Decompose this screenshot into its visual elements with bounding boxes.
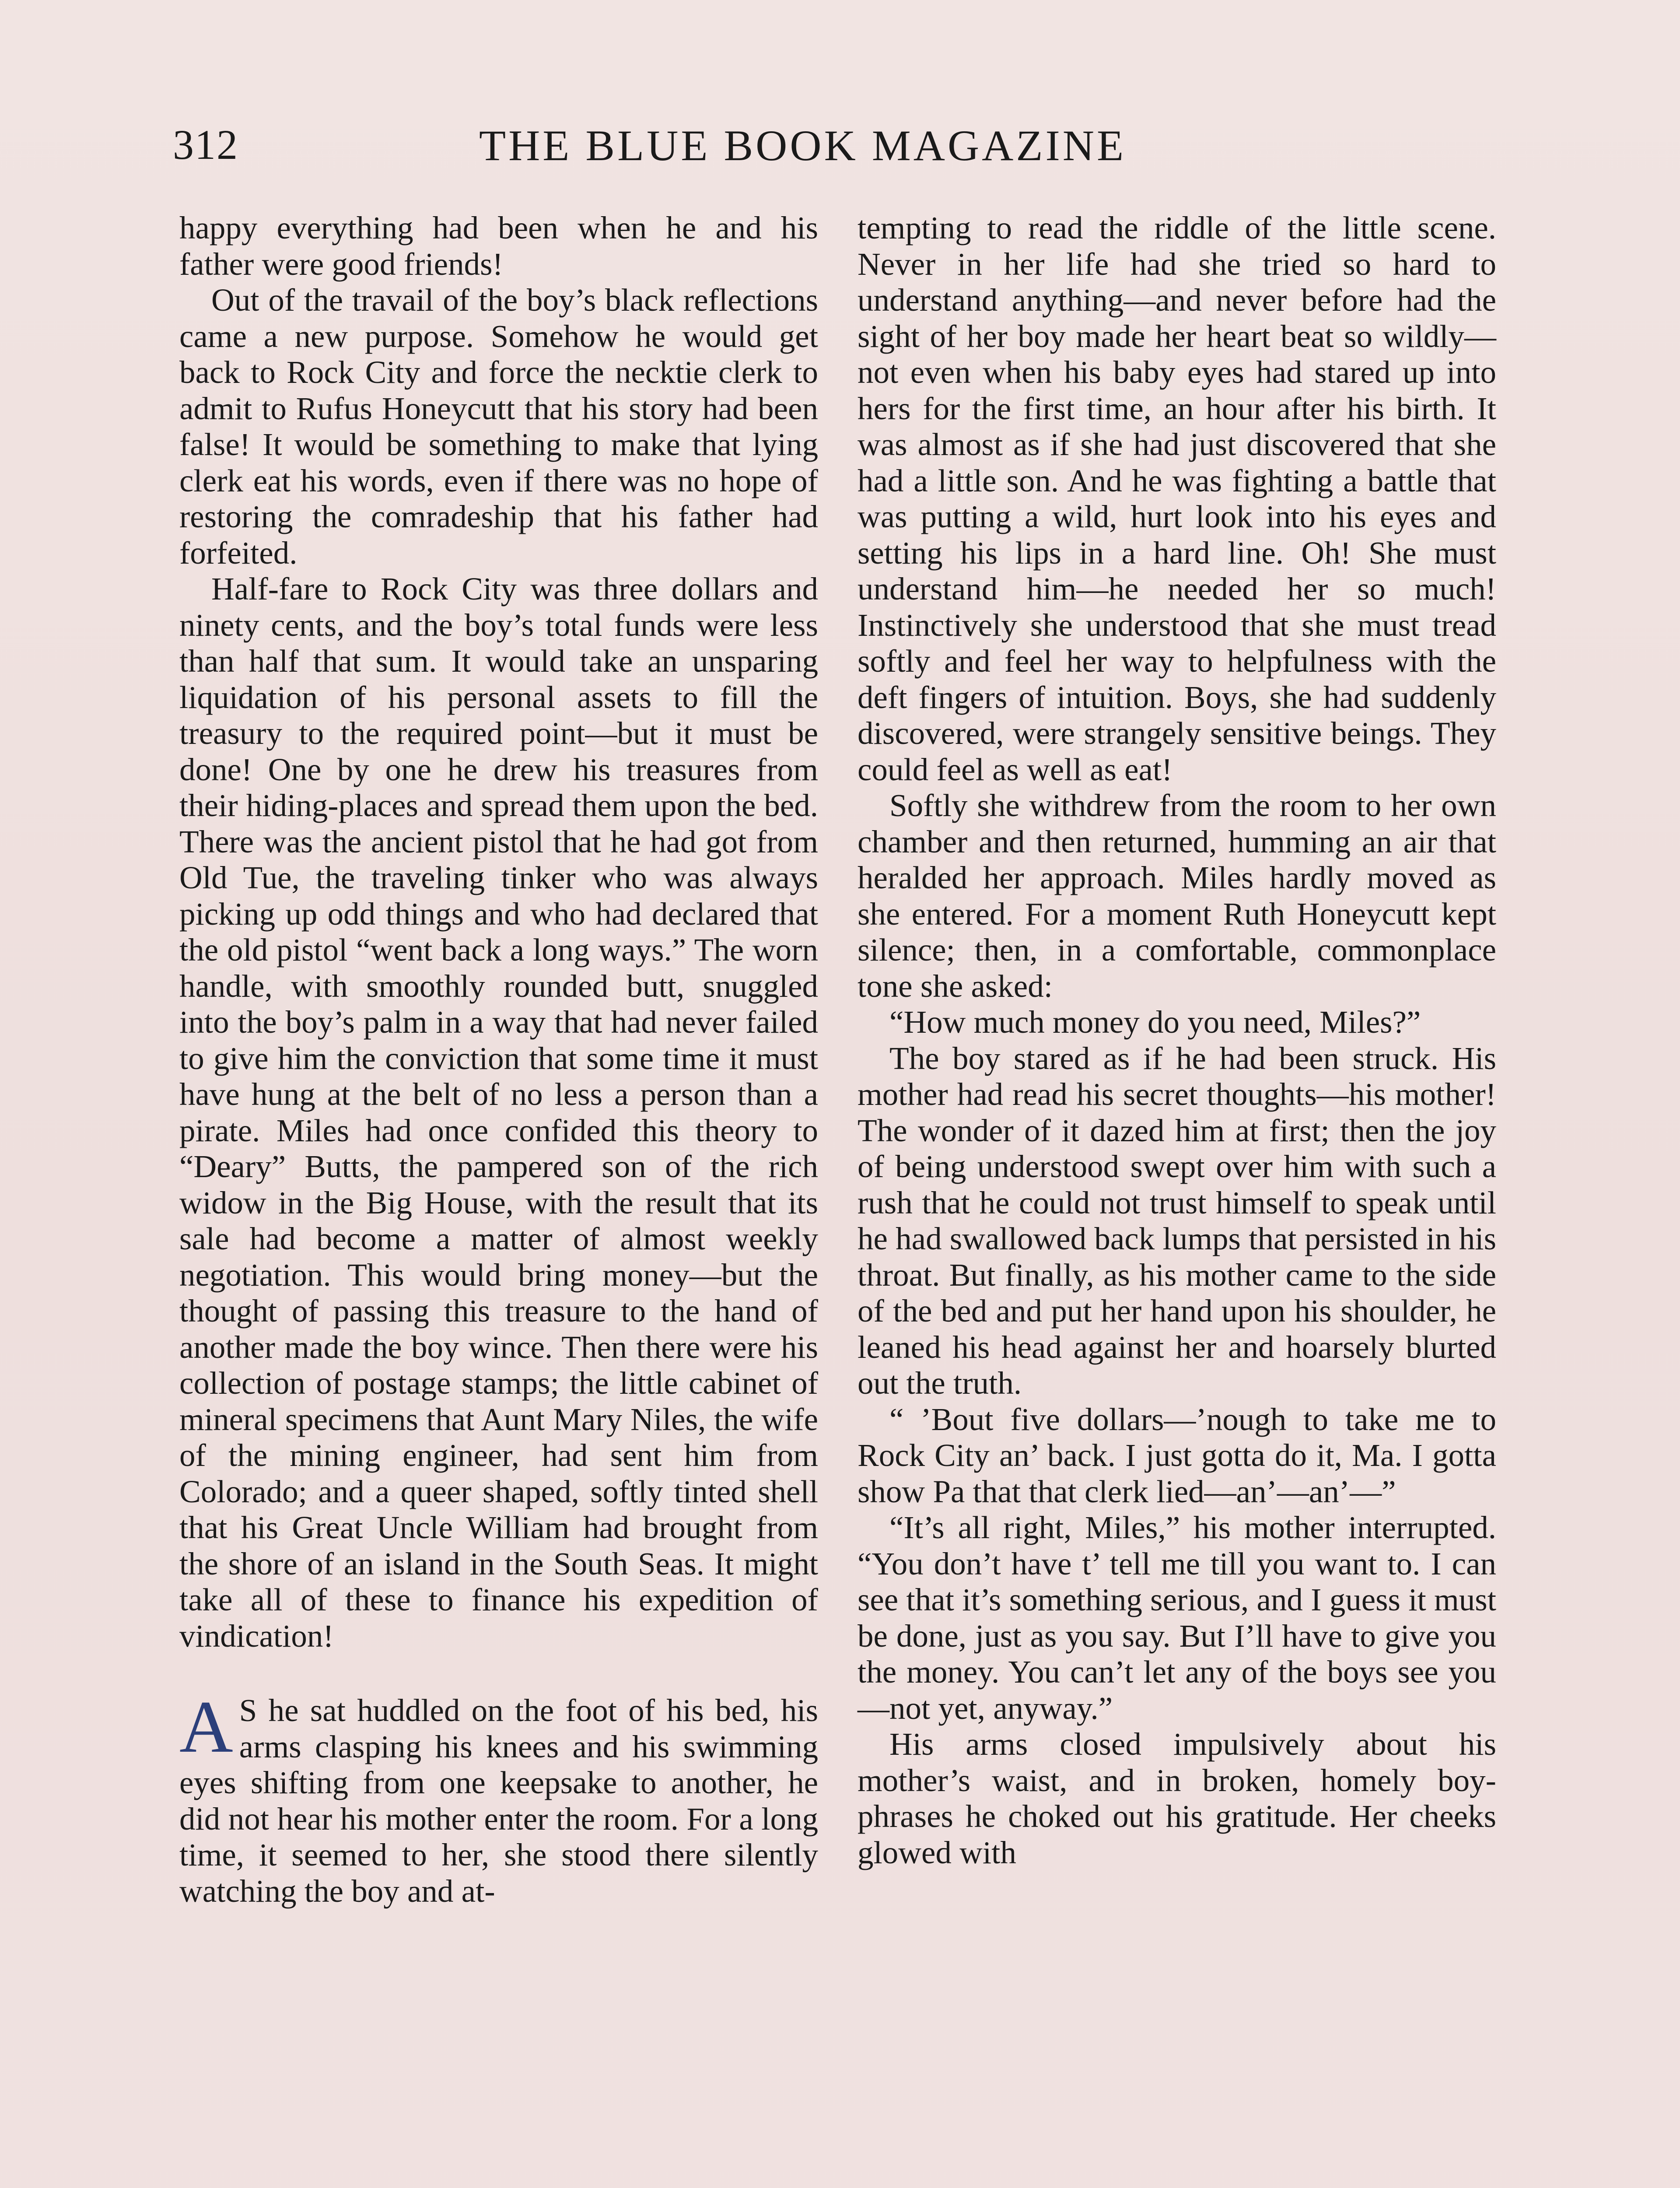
paragraph: Half-fare to Rock City was three dollars and ninety cents, and the boy’s total funds were less than half that sum. It would take an unsparing liquidation of his personal assets to fill the treasury to the required point—but it must be done! One by one he drew his treasures from their hiding-places and spread them upon the bed. There was the ancient pistol that he had got from Old Tue, the traveling tinker who was always picking up odd things and who had declared that the old pistol “went back a long ways.” The worn handle, with smoothly rounded butt, snuggled into the boy’s palm in a way that had never failed to give him the conviction that some time it must have hung at the belt of no less a person than a pirate. Miles had once confided this theory to “Deary” Butts, the pampered son of the rich widow in the Big House, with the result that its sale had become a matter of almost weekly negotiation. This would bring money—but the thought of passing this treasure to the hand of another made the boy wince. Then there were his collection of postage stamps; the little cabinet of mineral specimens that Aunt Mary Niles, the wife of the mining engineer, had sent him from Colorado; and a queer shaped, softly tinted shell that his Great Uncle William had brought from the shore of an island in the South Seas. It might take all of these to finance his expedition of vindication! xyxy=(179,571,818,1654)
page-header xyxy=(173,112,1498,177)
drop-cap-paragraph xyxy=(179,1686,818,1909)
paragraph: “How much money do you need, Miles?” xyxy=(889,1004,1421,1040)
magazine-title: THE BLUE BOOK MAGAZINE xyxy=(479,121,1127,170)
right-column xyxy=(858,210,1496,1871)
paragraph: Out of the travail of the boy’s black reflections came a new purpose. Somehow he would get back to Rock City and force the necktie clerk to admit to Rufus Honeycutt that his story had been false! It would be something to make that lying clerk eat his words, even if there was no hope of restoring the comradeship that his father had forfeited. xyxy=(179,282,818,571)
left-column xyxy=(179,210,818,1909)
paragraph: His arms closed impulsively about his mother’s waist, and in broken, homely boy-phrases he choked out his gratitude. Her cheeks glowed with xyxy=(858,1726,1496,1870)
paragraph: “ ’Bout five dollars—’nough to take me to Rock City an’ back. I just gotta do it, Ma. I gotta show Pa that that clerk lied—an’—an’—” xyxy=(858,1401,1496,1509)
paragraph: tempting to read the riddle of the little scene. Never in her life had she tried so hard to understand anything—and never before had the sight of her boy made her heart beat so wildly—not even when his baby eyes had stared up into hers for the first time, an hour after his birth. It was almost as if she had just discovered that she had a little son. And he was fighting a battle that was putting a wild, hurt look into his eyes and setting his lips in a hard line. Oh! She must understand him—he needed her so much! Instinctively she understood that she must tread softly and feel her way to helpfulness with the deft fingers of intuition. Boys, she had suddenly discovered, were strangely sensitive beings. They could feel as well as eat! xyxy=(858,210,1496,787)
drop-cap-paragraph-text: S he sat huddled on the foot of his bed, his arms clasping his knees and his swimming eyes shifting from one keepsake to another, he did not hear his mother enter the room. For a long time, it seemed to her, she stood there silently watching the boy and at- xyxy=(179,1693,818,1909)
drop-cap-letter: A xyxy=(179,1686,233,1768)
paragraph: happy everything had been when he and his father were good friends! xyxy=(179,210,818,282)
section-break xyxy=(179,1654,818,1693)
paragraph: “It’s all right, Miles,” his mother interrupted. “You don’t have t’ tell me till you want to. I can see that it’s something serious, and I guess it must be done, just as you say. But I’ll have to give you the money. You can’t let any of the boys see you—not yet, anyway.” xyxy=(858,1510,1496,1726)
paragraph: The boy stared as if he had been struck. His mother had read his secret thoughts—his mother! The wonder of it dazed him at first; then the joy of being understood swept over him with such a rush that he could not trust himself to speak until he had swallowed back lumps that persisted in his throat. But finally, as his mother came to the side of the bed and put her hand upon his shoulder, he leaned his head against her and hoarsely blurted out the truth. xyxy=(858,1040,1496,1401)
paragraph: Softly she withdrew from the room to her own chamber and then returned, humming an air that heralded her approach. Miles hardly moved as she entered. For a moment Ruth Honeycutt kept silence; then, in a comfortable, commonplace tone she asked: xyxy=(858,788,1496,1004)
page-number: 312 xyxy=(173,121,238,168)
